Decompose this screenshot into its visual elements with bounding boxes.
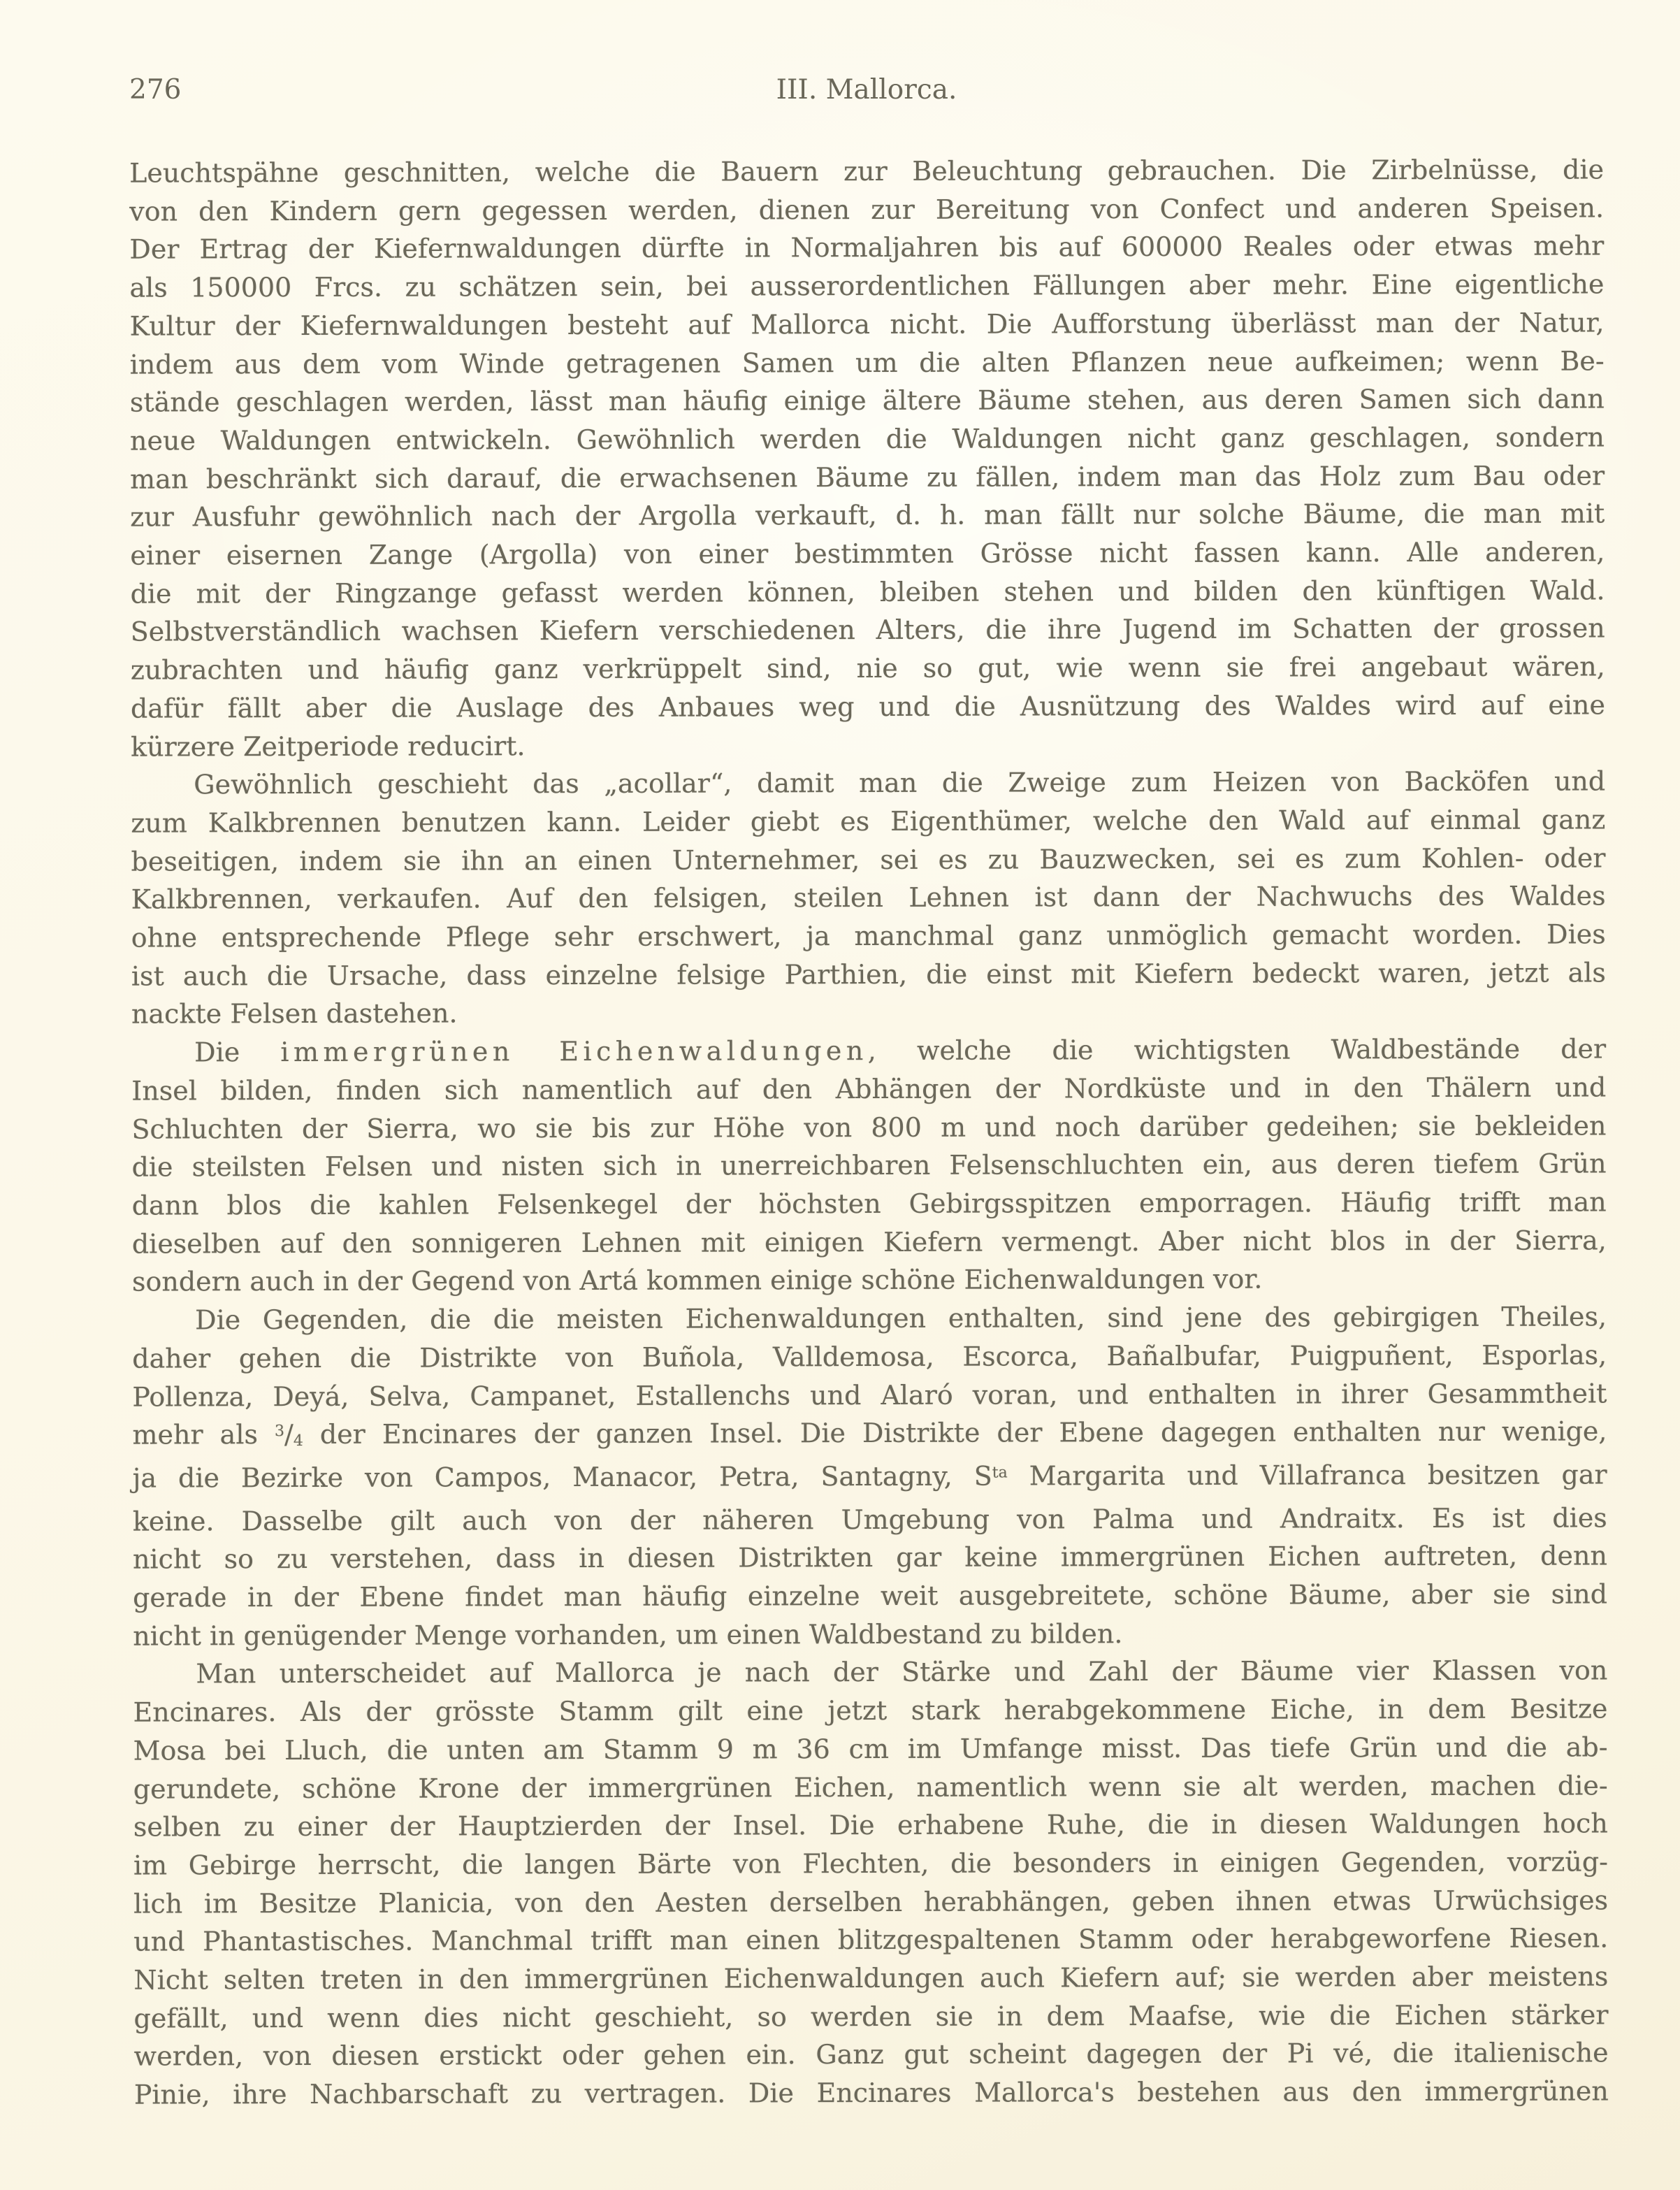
text-line	[132, 1298, 1607, 1340]
text-line	[131, 915, 1606, 957]
text-line	[131, 953, 1606, 995]
text-line	[129, 227, 1604, 269]
text-line	[131, 1030, 1606, 1072]
text-segment: von den Kindern gern gegessen werden, dienen zur Bereitung von Confect und anderen Speisen.	[129, 192, 1605, 227]
text-segment: gerade in der Ebene findet man häufig einzelne weit ausgebreitete, schöne Bäume, aber sie sind	[132, 1578, 1608, 1613]
text-line	[133, 1499, 1607, 1541]
header-title: III. Mallorca.	[776, 74, 957, 106]
text-segment: Mosa bei Lluch, die unten am Stamm 9 m 36 cm im Umfange misst. Das tiefe Grün und die ab-	[133, 1731, 1608, 1766]
text-segment: nicht so zu verstehen, dass in diesen Distrikten gar keine immergrünen Eichen auftreten, denn	[132, 1540, 1607, 1575]
text-line	[133, 1652, 1607, 1694]
text-line	[131, 1068, 1606, 1110]
text-segment: kürzere Zeitperiode reducirt.	[131, 730, 526, 763]
text-segment: selben zu einer der Hauptzierden der Insel. Die erhabene Ruhe, die in diesen Waldungen hoch	[133, 1808, 1608, 1843]
text-line	[133, 1957, 1608, 1999]
text-segment: indem aus dem vom Winde getragenen Samen um die alten Pflanzen neue aufkeimen; wenn Be-	[129, 345, 1605, 380]
text-segment: Encinares. Als der grösste Stamm gilt eine jetzt stark herabgekommene Eiche, in dem Besitze	[133, 1693, 1608, 1728]
text-segment: werden, von diesen erstickt oder gehen ein. Ganz gut scheint dagegen der Pi vé, die italienische	[133, 2037, 1609, 2073]
text-segment: zum Kalkbrennen benutzen kann. Leider giebt es Eigenthümer, welche den Wald auf einmal ganz	[131, 804, 1606, 839]
text-line	[133, 1613, 1607, 1655]
running-header	[129, 74, 1604, 113]
text-segment: Der Ertrag der Kiefernwaldungen dürfte in Normaljahren bis auf 600000 Reales oder etwas mehr	[129, 230, 1605, 265]
text-line	[132, 1183, 1607, 1225]
text-segment: die steilsten Felsen und nisten sich in unerreichbaren Felsenschluchten ein, aus deren tiefem Grün	[131, 1148, 1607, 1183]
text-line	[131, 610, 1605, 651]
text-line	[133, 1575, 1607, 1617]
text-segment: beseitigen, indem sie ihn an einen Unternehmer, sei es zu Bauzwecken, sei es zum Kohlen- oder	[131, 842, 1606, 877]
text-line	[133, 1728, 1608, 1770]
text-segment: dann blos die kahlen Felsenkegel der höchsten Gebirgsspitzen emporragen. Häufig trifft man	[131, 1186, 1607, 1221]
text-line	[133, 1690, 1607, 1732]
text-segment: stände geschlagen werden, lässt man häufig einige ältere Bäume stehen, aus deren Samen sich dann	[129, 383, 1605, 418]
text-line	[131, 724, 1605, 766]
text-segment: als 150000 Frcs. zu schätzen sein, bei ausserordentlichen Fällungen aber mehr. Eine eigentliche	[129, 268, 1605, 303]
text-segment: der Encinares der ganzen Insel. Die Distrikte der Ebene dagegen enthalten nur wenige,	[303, 1415, 1607, 1450]
text-segment: und Phantastisches. Manchmal trifft man einen blitzgespaltenen Stamm oder herabgeworfene Riesen.	[133, 1922, 1609, 1957]
text-segment: daher gehen die Distrikte von Buñola, Valldemosa, Escorca, Bañalbufar, Puigpuñent, Esporlas,	[132, 1339, 1607, 1374]
text-segment: Nicht selten treten in den immergrünen Eichenwaldungen auch Kiefern auf; sie werden aber meistens	[133, 1961, 1609, 1996]
text-line	[134, 2034, 1609, 2076]
text-segment: zur Ausfuhr gewöhnlich nach der Argolla verkauft, d. h. man fällt nur solche Bäume, die man mit	[130, 498, 1605, 533]
text-segment: Insel bilden, finden sich namentlich auf den Abhängen der Nordküste und in den Thälern und	[131, 1072, 1607, 1107]
text-segment: Schluchten der Sierra, wo sie bis zur Höhe von 800 m und noch darüber gedeihen; sie bekleiden	[131, 1109, 1607, 1145]
text-line	[130, 571, 1605, 613]
text-line	[132, 1221, 1607, 1263]
text-line	[131, 877, 1606, 919]
text-line	[131, 1145, 1606, 1187]
text-line	[131, 686, 1605, 728]
text-line	[131, 839, 1605, 881]
text-line	[129, 266, 1604, 308]
text-line	[132, 1413, 1607, 1460]
text-segment: Die Gegenden, die die meisten Eichenwaldungen enthalten, sind jene des gebirgigen Theiles,	[195, 1301, 1607, 1336]
text-segment: sondern auch in der Gegend von Artá kommen einige schöne Eichenwaldungen vor.	[131, 1264, 1263, 1297]
text-line	[133, 1843, 1608, 1885]
text-segment: einer eisernen Zange (Argolla) von einer bestimmten Grösse nicht fassen kann. Alle anderen,	[130, 536, 1605, 571]
text-line	[129, 150, 1604, 192]
text-line	[132, 1260, 1607, 1302]
text-segment: die mit der Ringzange gefasst werden können, bleiben stehen und bilden den künftigen Wald.	[130, 575, 1605, 610]
text-segment-sub: 4	[293, 1432, 303, 1450]
text-line	[133, 1455, 1607, 1502]
text-segment: keine. Dasselbe gilt auch von der näheren Umgebung von Palma und Andraitx. Es ist dies	[132, 1502, 1607, 1537]
text-segment: ist auch die Ursache, dass einzelne felsige Parthien, die einst mit Kiefern bedeckt waren, jetzt als	[131, 957, 1606, 992]
text-line	[130, 342, 1605, 384]
text-segment: lich im Besitze Planicia, von den Aesten derselben herabhängen, geben ihnen etwas Urwüchsiges	[133, 1885, 1609, 1919]
text-line	[130, 456, 1605, 498]
text-segment: Die	[194, 1037, 281, 1068]
text-line	[133, 1919, 1608, 1961]
text-segment: Pinie, ihre Nachbarschaft zu vertragen. Die Encinares Mallorca's bestehen aus den immergrünen	[133, 2075, 1609, 2110]
text-line	[130, 380, 1605, 422]
text-line	[132, 1336, 1607, 1378]
text-line	[133, 1537, 1607, 1579]
text-segment: nicht in genügender Menge vorhanden, um einen Waldbestand zu bilden.	[133, 1618, 1123, 1652]
text-segment: man beschränkt sich darauf, die erwachsenen Bäume zu fällen, indem man das Holz zum Bau oder	[130, 460, 1605, 495]
text-segment: gefällt, und wenn dies nicht geschieht, so werden sie in dem Maafse, wie die Eichen stärker	[133, 1999, 1609, 2034]
text-segment: ja die Bezirke von Campos, Manacor, Petra, Santagny, S	[132, 1460, 992, 1494]
text-line	[131, 992, 1606, 1034]
text-segment: dafür fällt aber die Auslage des Anbaues weg und die Ausnützung des Waldes wird auf eine	[130, 689, 1605, 724]
text-segment: dieselben auf den sonnigeren Lehnen mit einigen Kiefern vermengt. Aber nicht blos in der Sierra,	[131, 1225, 1607, 1260]
text-block	[129, 150, 1609, 2114]
text-segment: Selbstverständlich wachsen Kiefern verschiedenen Alters, die ihre Jugend im Schatten der grossen	[130, 612, 1605, 648]
text-line	[131, 763, 1605, 805]
text-segment-sup: ta	[992, 1464, 1008, 1482]
text-segment: neue Waldungen entwickeln. Gewöhnlich werden die Waldungen nicht ganz geschlagen, sondern	[129, 422, 1605, 456]
text-line	[131, 648, 1605, 690]
text-line	[133, 1881, 1608, 1923]
text-line	[130, 495, 1605, 537]
text-segment: Kalkbrennen, verkaufen. Auf den felsigen, steilen Lehnen ist dann der Nachwuchs des Waldes	[131, 880, 1606, 915]
text-segment: Kultur der Kiefernwaldungen besteht auf Mallorca nicht. Die Aufforstung überlässt man der Natur,	[129, 307, 1605, 342]
text-line	[130, 533, 1605, 575]
text-line	[132, 1374, 1607, 1416]
text-line	[133, 1996, 1608, 2038]
text-segment-sup: 3	[274, 1422, 285, 1441]
text-segment: ohne entsprechende Pflege sehr erschwert, ja manchmal ganz unmöglich gemacht worden. Dies	[131, 918, 1606, 953]
text-line	[133, 1805, 1608, 1847]
text-segment: , welche die wichtigsten Waldbestände der	[867, 1033, 1607, 1067]
text-segment: /	[284, 1419, 294, 1450]
text-segment: zubrachten und häufig ganz verkrüppelt sind, nie so gut, wie wenn sie frei angebaut wären,	[130, 651, 1605, 686]
text-segment: gerundete, schöne Krone der immergrünen Eichen, namentlich wenn sie alt werden, machen die-	[133, 1769, 1608, 1805]
text-segment-spaced: immergrünen Eichenwaldungen	[280, 1035, 868, 1068]
text-segment: nackte Felsen dastehen.	[131, 997, 458, 1030]
text-line	[130, 418, 1605, 460]
text-segment: Pollenza, Deyá, Selva, Campanet, Estallenchs und Alaró voran, und enthalten in ihrer Gesammtheit	[132, 1377, 1607, 1413]
text-segment: im Gebirge herrscht, die langen Bärte von Flechten, die besonders in einigen Gegenden, vorzüg-	[133, 1846, 1609, 1881]
text-line	[129, 189, 1604, 231]
text-segment: Man unterscheidet auf Mallorca je nach der Stärke und Zahl der Bäume vier Klassen von	[196, 1655, 1608, 1690]
text-segment: Leuchtspähne geschnitten, welche die Bauern zur Beleuchtung gebrauchen. Die Zirbelnüsse, die	[129, 154, 1605, 189]
text-line	[130, 303, 1605, 345]
text-line	[133, 1766, 1608, 1808]
text-line	[131, 800, 1605, 842]
text-line	[131, 1107, 1606, 1148]
page-number: 276	[129, 74, 182, 106]
text-segment: mehr als	[132, 1419, 275, 1450]
text-segment: Margarita und Villafranca besitzen gar	[1007, 1459, 1607, 1492]
text-line	[134, 2073, 1609, 2115]
text-segment: Gewöhnlich geschieht das „acollar“, damit man die Zweige zum Heizen von Backöfen und	[194, 765, 1606, 800]
